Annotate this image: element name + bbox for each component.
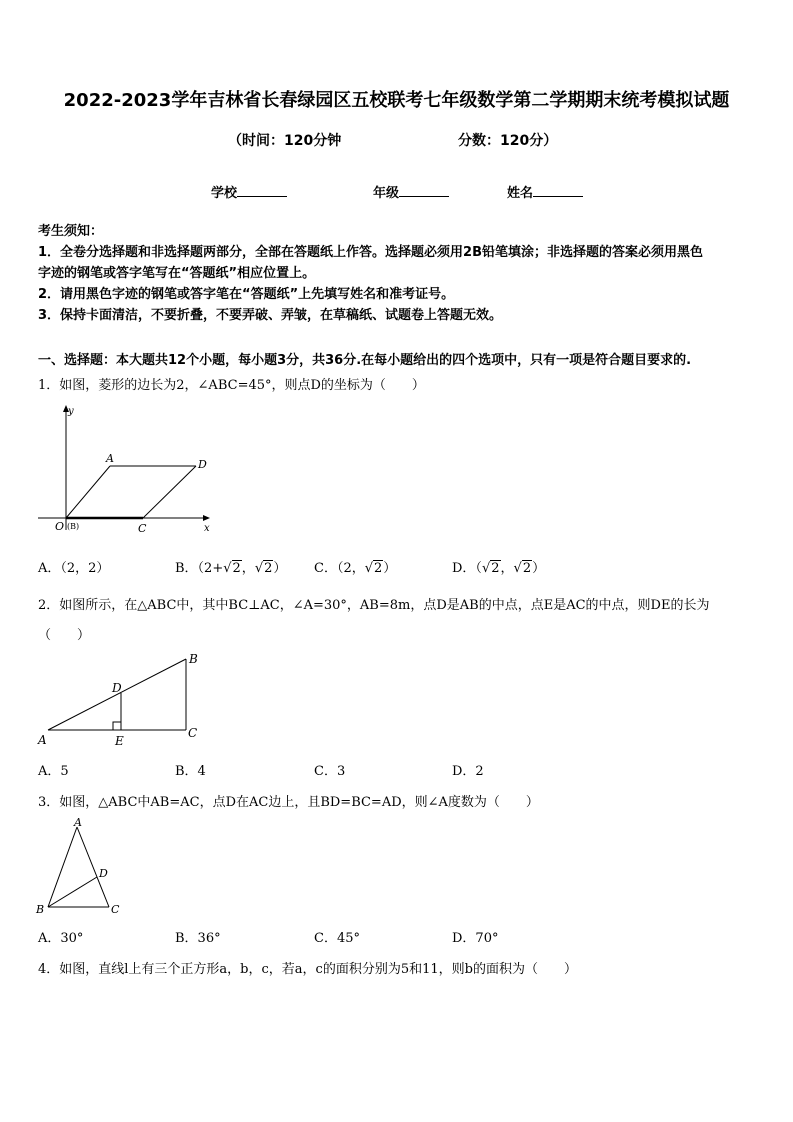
school-field — [211, 182, 287, 201]
q2-label-a: A — [38, 733, 47, 747]
q2-label-e: E — [115, 734, 124, 748]
q2-label-d: D — [112, 681, 122, 695]
q1-option-a: A．（2，2） — [38, 561, 110, 576]
q2-label-b: B — [189, 652, 198, 666]
q1-option-d: D．（√2，√2） — [452, 561, 546, 576]
q1-option-b: B．（2+√2，√2） — [175, 561, 287, 576]
q1-label-d: D — [198, 458, 207, 471]
q1-label-c: C — [138, 522, 147, 535]
q3-label-a: A — [74, 816, 82, 829]
name-field — [507, 182, 583, 201]
q1-label-o: O — [55, 520, 65, 533]
q1-figure — [38, 400, 228, 540]
question-4: 4．如图，直线l上有三个正方形a，b，c，若a，c的面积分别为5和11，则b的面积为（ ） — [38, 962, 577, 977]
notice-line1b: 字迹的钢笔或答字笔写在“答题纸”相应位置上。 — [38, 266, 316, 281]
q2-label-c: C — [188, 726, 198, 740]
notice-line1a: 1．全卷分选择题和非选择题两部分，全部在答题纸上作答。选择题必须用2B铅笔填涂；非选择题的答案必须用黑色 — [38, 245, 704, 260]
q3-label-c: C — [111, 903, 120, 916]
section-heading: 一、选择题：本大题共12个小题，每小题3分，共36分.在每小题给出的四个选项中，只有一项是符合题目要求的. — [38, 353, 692, 368]
question-3: 3．如图，△ABC中AB=AC，点D在AC边上，且BD=BC=AD，则∠A度数为（ ） — [38, 795, 539, 810]
q3-option-d: D．70° — [452, 931, 499, 946]
question-1: 1．如图，菱形的边长为2，∠ABC=45°，则点D的坐标为（ ） — [38, 378, 425, 393]
notice-heading: 考生须知： — [38, 224, 104, 239]
q1-label-a: A — [106, 452, 114, 465]
grade-label: 年级 — [373, 186, 400, 201]
q2-option-b: B．4 — [175, 764, 206, 779]
q3-option-b: B．36° — [175, 931, 221, 946]
exam-time: （时间：120分钟 — [228, 133, 342, 149]
q2-option-d: D．2 — [452, 764, 484, 779]
notice-line2: 2．请用黑色字迹的钢笔或答字笔在“答题纸”上先填写姓名和准考证号。 — [38, 287, 455, 302]
question-2-paren: （ ） — [38, 628, 91, 643]
q1-label-y: y — [68, 406, 74, 417]
page-title: 2022-2023学年吉林省长春绿园区五校联考七年级数学第二学期期末统考模拟试题 — [63, 90, 730, 111]
q2-option-a: A．5 — [38, 764, 69, 779]
q2-figure — [36, 650, 206, 750]
notice-line3: 3．保持卡面清洁，不要折叠，不要弄破、弄皱，在草稿纸、试题卷上答题无效。 — [38, 308, 503, 323]
question-2: 2．如图所示，在△ABC中，其中BC⊥AC，∠A=30°，AB=8m，点D是AB的中点，点E是AC的中点，则DE的长为 — [38, 598, 710, 613]
grade-field — [373, 182, 449, 201]
q1-label-b: (B) — [67, 522, 80, 531]
name-label: 姓名 — [507, 186, 534, 201]
school-label: 学校 — [211, 186, 238, 201]
q1-label-x: x — [204, 523, 210, 534]
q3-label-b: B — [36, 903, 45, 916]
q2-option-c: C．3 — [314, 764, 346, 779]
q3-option-a: A．30° — [38, 931, 84, 946]
q3-label-d: D — [99, 867, 108, 880]
q3-figure — [34, 816, 134, 920]
q3-option-c: C．45° — [314, 931, 360, 946]
exam-score: 分数：120分） — [458, 133, 558, 149]
q1-option-c: C．（2，√2） — [314, 561, 397, 576]
